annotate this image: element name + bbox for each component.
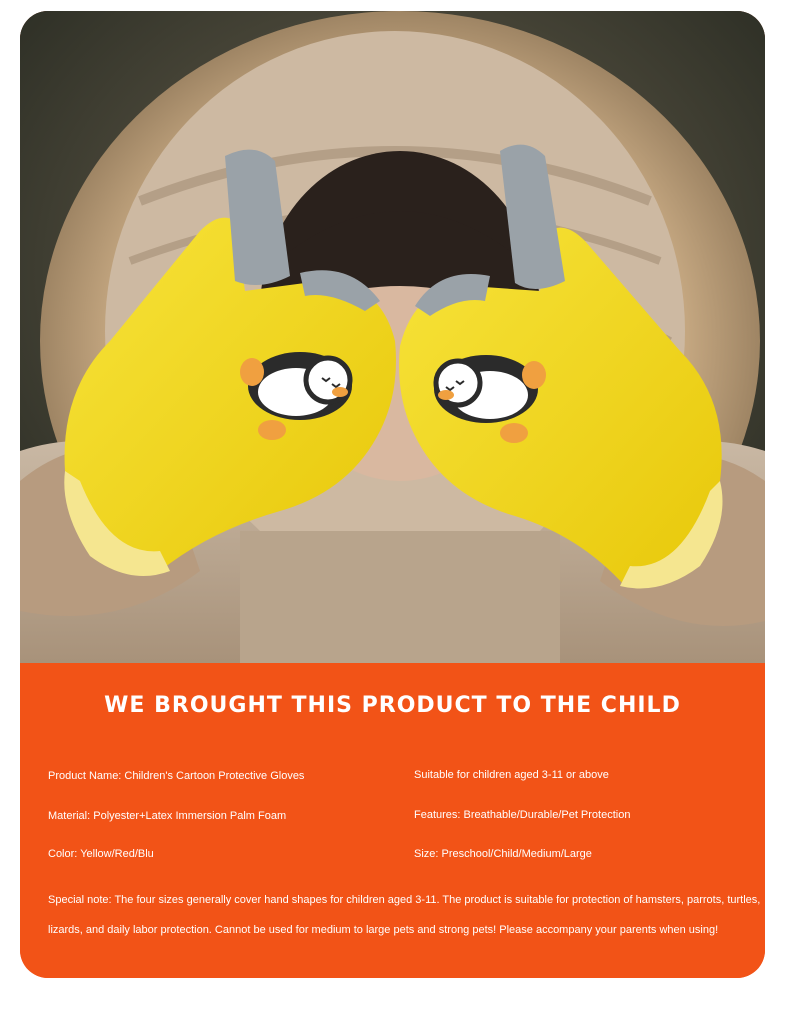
headline: WE BROUGHT THIS PRODUCT TO THE CHILD — [104, 693, 681, 718]
product-card — [20, 11, 765, 978]
spec-material: Material: Polyester+Latex Immersion Palm Foam — [48, 810, 287, 822]
spec-product-name: Product Name: Children's Cartoon Protective Gloves — [48, 770, 305, 782]
spec-age: Suitable for children aged 3-11 or above — [414, 769, 609, 781]
product-info-panel — [20, 663, 765, 978]
spec-size: Size: Preschool/Child/Medium/Large — [414, 848, 592, 860]
spec-color: Color: Yellow/Red/Blu — [48, 848, 154, 860]
product-photo — [20, 11, 765, 663]
spec-features: Features: Breathable/Durable/Pet Protection — [414, 809, 631, 821]
special-note: Special note: The four sizes generally cover hand shapes for children aged 3-11. The product is suitable for protection of hamsters, parrots, turtles, lizards, and daily labor protection. Cannot be used for medium to large pets and strong pets! Please accompany your parents when using! — [48, 894, 761, 936]
